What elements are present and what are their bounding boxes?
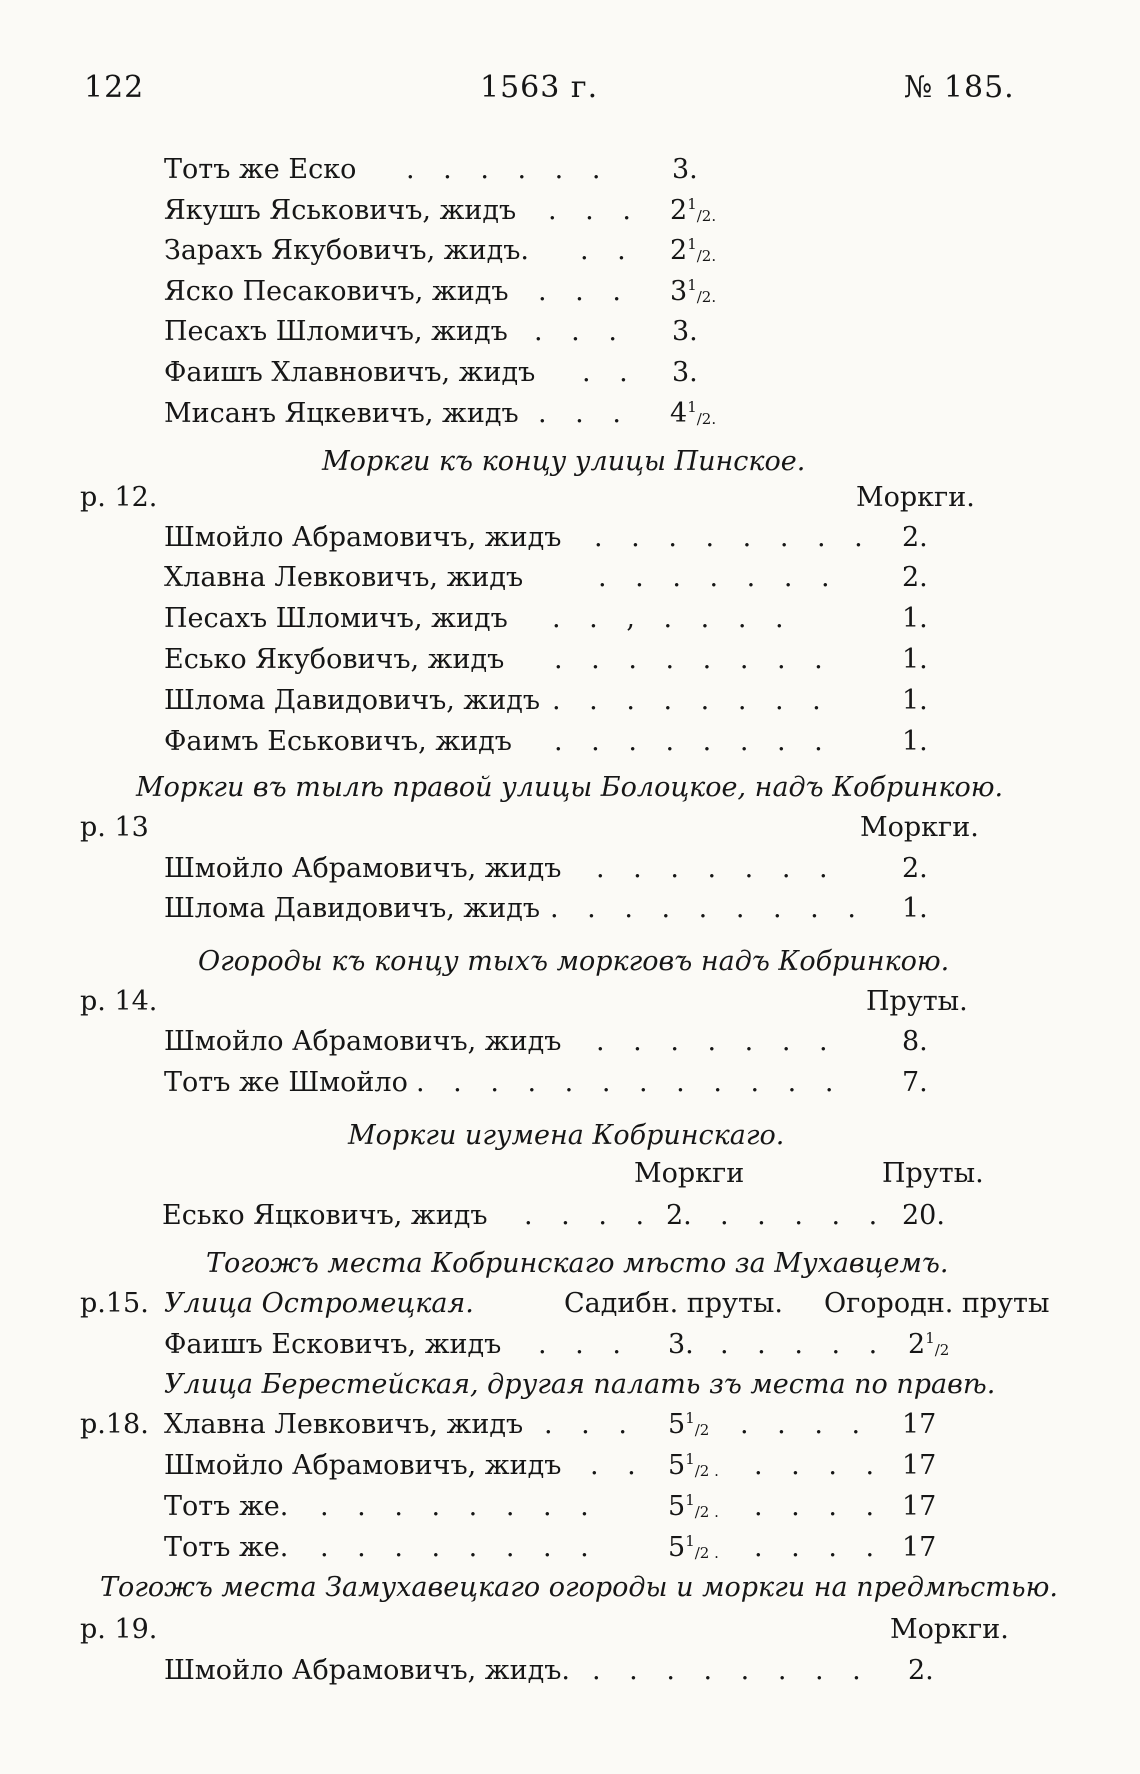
s12-row-2-dots: . . , . . . . [552, 603, 794, 634]
berestey-row-3-dots-1: . . . . . . . . [320, 1532, 599, 1563]
page-number: 122 [84, 70, 145, 105]
entry-5-dots: . . [582, 357, 638, 388]
zamukhav-title: Тогожъ места Замухавецкаго огороды и моркги на предмѣстью. [100, 1572, 1058, 1603]
s12-row-1-dots: . . . . . . . [598, 562, 840, 593]
s12-row-4-value: 1. [902, 685, 928, 716]
s14-row-1-dots: . . . . . . . . . . . . [416, 1067, 844, 1098]
page-year: 1563 г. [480, 70, 599, 105]
mukhavets-street: Улица Остромецкая. [164, 1288, 474, 1319]
zamukhav-unit: Моркги. [890, 1614, 1009, 1645]
s14-row-0-value: 8. [902, 1026, 928, 1057]
entry-3-value: $3^1/2$. [670, 276, 717, 307]
igumen-row-value-1: 2. [666, 1200, 692, 1231]
section-14-title: Огороды къ концу тыхъ моркговъ надъ Кобринкою. [198, 946, 950, 977]
mukhavets-row-name: Фаишъ Есковичъ, жидъ [164, 1329, 502, 1360]
section-12-title: Моркги къ концу улицы Пинское. [322, 446, 806, 477]
entry-5-name: Фаишъ Хлавновичъ, жидъ [164, 357, 536, 388]
berestey-label: р.18. [80, 1409, 149, 1440]
s12-row-0-name: Шмойло Абрамовичъ, жидъ [164, 522, 562, 553]
s12-row-5-dots: . . . . . . . . [554, 726, 833, 757]
entry-6-value: $4^1/2$. [670, 398, 717, 429]
berestey-row-0-value-2: 17 [902, 1409, 937, 1440]
mukhavets-title: Тогожъ места Кобринскаго мѣсто за Мухавцемъ. [206, 1248, 949, 1279]
berestey-row-3-name: Тотъ же. [164, 1532, 289, 1563]
s14-row-0-name: Шмойло Абрамовичъ, жидъ [164, 1026, 562, 1057]
berestey-row-2-name: Тотъ же. [164, 1491, 289, 1522]
section-12-unit: Моркги. [856, 482, 975, 513]
igumen-row-value-2: 20. [902, 1200, 945, 1231]
berestey-row-2-dots-2: . . . . [754, 1491, 885, 1522]
s13-row-0-dots: . . . . . . . [596, 853, 838, 884]
berestey-row-0-dots-2: . . . . [740, 1409, 871, 1440]
berestey-row-0-name: Хлавна Левковичъ, жидъ [164, 1409, 524, 1440]
mukhavets-row-dots-1: . . . [538, 1329, 631, 1360]
igumen-col-pruty: Пруты. [882, 1158, 984, 1189]
document-number: № 185. [904, 70, 1015, 105]
zamukhav-row-dots: . . . . . . . . [592, 1655, 871, 1686]
s12-row-2-value: 1. [902, 603, 928, 634]
entry-0-value: 3. [672, 154, 698, 185]
section-14-unit: Пруты. [866, 986, 968, 1017]
entry-6-name: Мисанъ Яцкевичъ, жидъ [164, 398, 519, 429]
zamukhav-label: р. 19. [80, 1614, 158, 1645]
entry-2-dots: . . [580, 235, 636, 266]
entry-4-dots: . . . [534, 316, 627, 347]
igumen-row-name: Есько Яцковичъ, жидъ [162, 1200, 488, 1231]
berestey-row-0-value-1: $5^1/2$ [668, 1409, 710, 1440]
section-14-label: р. 14. [80, 986, 158, 1017]
berestey-row-1-dots-1: . . [590, 1450, 646, 1481]
s14-row-1-name: Тотъ же Шмойло [164, 1067, 408, 1098]
s14-row-1-value: 7. [902, 1067, 928, 1098]
igumen-title: Моркги игумена Кобринскаго. [348, 1120, 785, 1151]
s12-row-1-name: Хлавна Левковичъ, жидъ [164, 562, 524, 593]
section-13-unit: Моркги. [860, 812, 979, 843]
entry-6-dots: . . . [538, 398, 631, 429]
igumen-row-dots-2: . . . . . [720, 1200, 888, 1231]
berestey-row-1-name: Шмойло Абрамовичъ, жидъ [164, 1450, 562, 1481]
s12-row-5-value: 1. [902, 726, 928, 757]
s13-row-0-name: Шмойло Абрамовичъ, жидъ [164, 853, 562, 884]
mukhavets-row-value-2: $2^1/2$ [908, 1329, 950, 1360]
section-13-label: р. 13 [80, 812, 149, 843]
s12-row-3-name: Есько Якубовичъ, жидъ [164, 644, 505, 675]
mukhavets-row-value-1: 3. [668, 1329, 694, 1360]
entry-0-name: Тотъ же Еско [164, 154, 357, 185]
entry-5-value: 3. [672, 357, 698, 388]
entry-2-name: Зарахъ Якубовичъ, жидъ. [164, 235, 529, 266]
s13-row-1-name: Шлома Давидовичъ, жидъ [164, 893, 541, 924]
entry-4-name: Песахъ Шломичъ, жидъ [164, 316, 508, 347]
s12-row-1-value: 2. [902, 562, 928, 593]
s12-row-0-dots: . . . . . . . . [594, 522, 873, 553]
igumen-row-dots-1: . . . . [524, 1200, 655, 1231]
s12-row-3-dots: . . . . . . . . [554, 644, 833, 675]
berestey-row-2-dots-1: . . . . . . . . [320, 1491, 599, 1522]
zamukhav-row-value: 2. [908, 1655, 934, 1686]
berestey-row-2-value-1: $5^1/2$ . [668, 1491, 719, 1522]
berestey-row-3-value-2: 17 [902, 1532, 937, 1563]
mukhavets-row-dots-2: . . . . . [720, 1329, 888, 1360]
berestey-row-1-value-2: 17 [902, 1450, 937, 1481]
berestey-title: Улица Берестейская, другая палать зъ места по правѣ. [164, 1369, 996, 1400]
entry-2-value: $2^1/2$. [670, 235, 717, 266]
s13-row-0-value: 2. [902, 853, 928, 884]
s13-row-1-dots: . . . . . . . . . [550, 893, 866, 924]
berestey-row-2-value-2: 17 [902, 1491, 937, 1522]
entry-3-name: Яско Песаковичъ, жидъ [164, 276, 509, 307]
berestey-row-1-value-1: $5^1/2$ . [668, 1450, 719, 1481]
s14-row-0-dots: . . . . . . . [596, 1026, 838, 1057]
s12-row-5-name: Фаимъ Еськовичъ, жидъ [164, 726, 512, 757]
entry-1-dots: . . . [548, 195, 641, 226]
entry-4-value: 3. [672, 316, 698, 347]
s12-row-0-value: 2. [902, 522, 928, 553]
zamukhav-row-name: Шмойло Абрамовичъ, жидъ. [164, 1655, 571, 1686]
berestey-row-3-dots-2: . . . . [754, 1532, 885, 1563]
entry-1-name: Якушъ Яськовичъ, жидъ [164, 195, 517, 226]
entry-0-dots: . . . . . . [406, 154, 611, 185]
s13-row-1-value: 1. [902, 893, 928, 924]
section-13-title: Моркги въ тылѣ правой улицы Болоцкое, надъ Кобринкою. [136, 772, 1004, 803]
section-12-label: р. 12. [80, 482, 158, 513]
entry-1-value: $2^1/2$. [670, 195, 717, 226]
s12-row-4-dots: . . . . . . . . [552, 685, 831, 716]
igumen-col-morgi: Моркги [634, 1158, 745, 1189]
s12-row-3-value: 1. [902, 644, 928, 675]
berestey-row-3-value-1: $5^1/2$ . [668, 1532, 719, 1563]
berestey-row-0-dots-1: . . . [544, 1409, 637, 1440]
s12-row-2-name: Песахъ Шломичъ, жидъ [164, 603, 508, 634]
s12-row-4-name: Шлома Давидовичъ, жидъ [164, 685, 541, 716]
mukhavets-col-ogorodn: Огородн. пруты [824, 1288, 1050, 1319]
berestey-row-1-dots-2: . . . . [754, 1450, 885, 1481]
mukhavets-label: р.15. [80, 1288, 149, 1319]
entry-3-dots: . . . [538, 276, 631, 307]
mukhavets-col-sadibn: Садибн. пруты. [564, 1288, 783, 1319]
